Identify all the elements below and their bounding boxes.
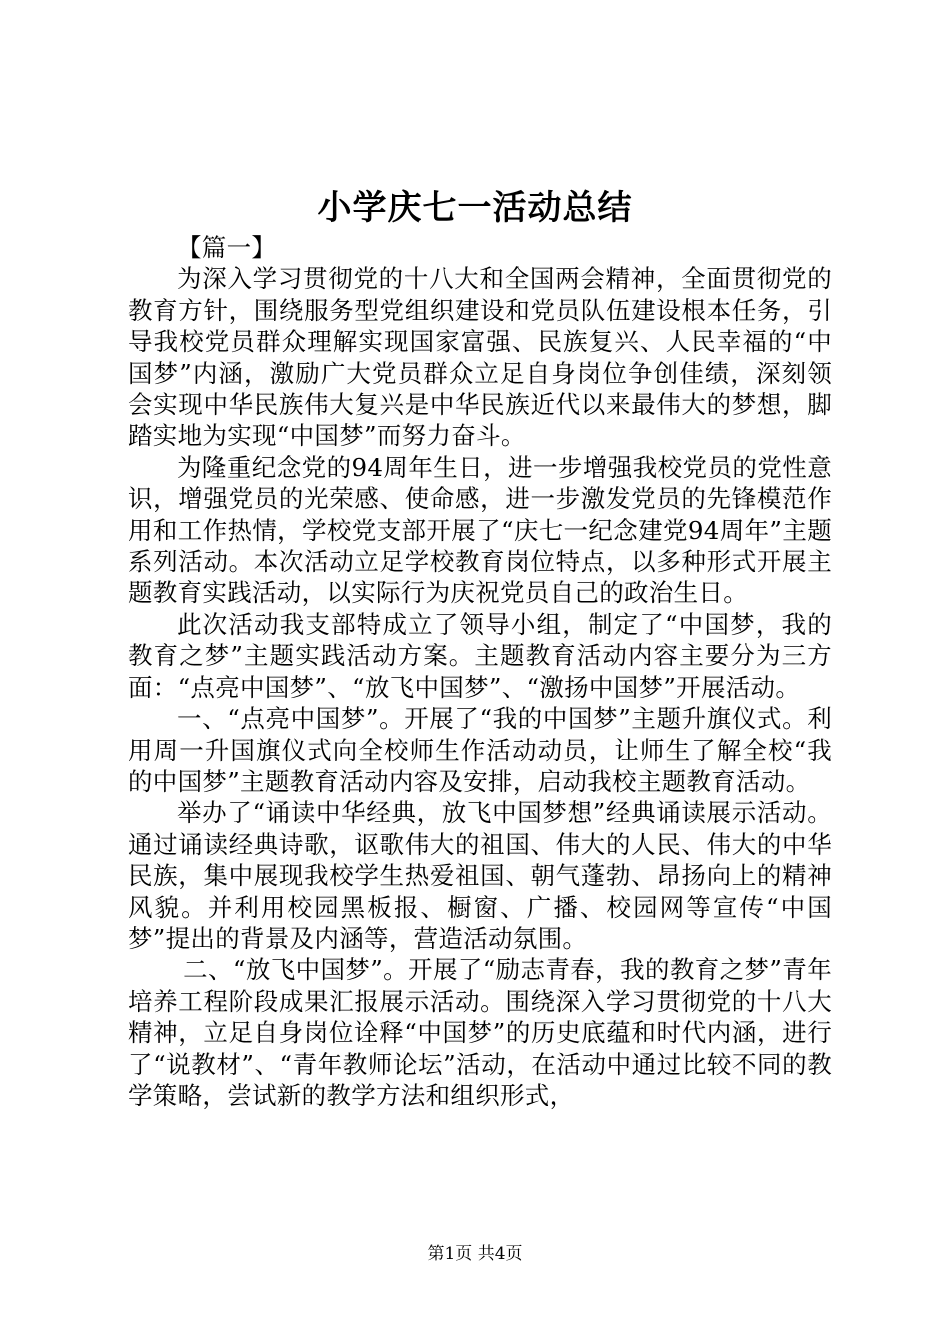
document-body — [128, 232, 832, 1111]
paragraph: 举办了“诵读中华经典，放飞中国梦想”经典诵读展示活动。通过诵读经典诗歌，讴歌伟大的祖国、伟大的人民、伟大的中华民族，集中展现我校学生热爱祖国、朝气蓬勃、昂扬向上的精神风貌。并利用校园黑板报、橱窗、广播、校园网等宣传“中国梦”提出的背景及内涵等，营造活动氛围。 — [128, 798, 832, 953]
page-footer: 第1页 共4页 — [427, 1244, 523, 1264]
section-label: 【篇一】 — [177, 233, 277, 262]
paragraph: 为隆重纪念党的94周年生日，进一步增强我校党员的党性意识，增强党员的光荣感、使命感，进一步激发党员的先锋模范作用和工作热情，学校党支部开展了“庆七一纪念建党94周年”主题系列活动。本次活动立足学校教育岗位特点，以多种形式开展主题教育实践活动，以实际行为庆祝党员自己的政治生日。 — [128, 452, 832, 608]
paragraph: 为深入学习贯彻党的十八大和全国两会精神，全面贯彻党的教育方针，围绕服务型党组织建设和党员队伍建设根本任务，引导我校党员群众理解实现国家富强、民族复兴、人民幸福的“中国梦”内涵，激励广大党员群众立足自身岗位争创佳绩，深刻领会实现中华民族伟大复兴是中华民族近代以来最伟大的梦想，脚踏实地为实现“中国梦”而努力奋斗。 — [128, 264, 833, 451]
document-title: 小学庆七一活动总结 — [317, 188, 633, 228]
paragraph: 二、“放飞中国梦”。开展了“励志青春，我的教育之梦”青年培养工程阶段成果汇报展示活动。围绕深入学习贯彻党的十八大精神，立足自身岗位诠释“中国梦”的历史底蕴和时代内涵，进行了“说教材”、“青年教师论坛”活动，在活动中通过比较不同的教学策略，尝试新的教学方法和组织形式， — [128, 955, 832, 1110]
paragraph: 此次活动我支部特成立了领导小组，制定了“中国梦，我的教育之梦”主题实践活动方案。主题教育活动内容主要分为三方面：“点亮中国梦”、“放飞中国梦”、“激扬中国梦”开展活动。 — [128, 609, 832, 702]
paragraph: 一、“点亮中国梦”。开展了“我的中国梦”主题升旗仪式。利用周一升国旗仪式向全校师生作活动动员，让师生了解全校“我的中国梦”主题教育活动内容及安排，启动我校主题教育活动。 — [128, 704, 833, 796]
